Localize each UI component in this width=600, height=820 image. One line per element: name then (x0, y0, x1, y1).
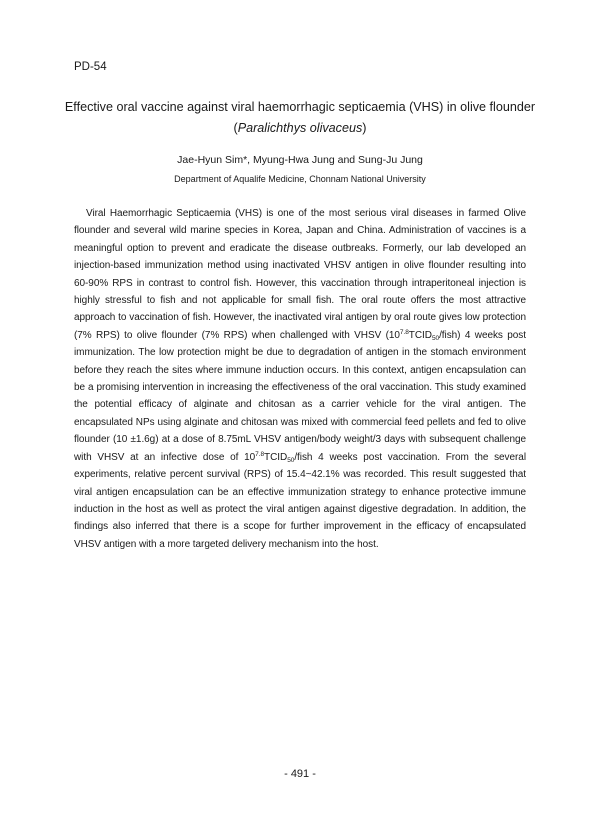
paper-code: PD-54 (74, 61, 107, 73)
abstract-sub-1: 50 (431, 334, 440, 342)
abstract-text-3: /fish) 4 weeks post immunization. The low protection might be due to degradation of antigen in the stomach environment before they reach the sites where immune induction occurs. In this context, antigen encapsulation can be a promising intervention in increasing the effectiveness of the oral vaccination. This study examined the potential efficacy of alginate and chitosan as a carrier vehicle for the viral antigen. The encapsulated NPs using alginate and chitosan was mixed with commercial feed pellets and fed to olive flounder (10 ±1.6g) at a dose of 8.75mL VHSV antigen/body weight/3 days with subsequent challenge with VHSV at an infective dose of 10 (74, 329, 526, 463)
title-main: Effective oral vaccine against viral haemorrhagic septicaemia (VHS) in olive flounder (64, 100, 536, 114)
title-species: Paralichthys olivaceus (237, 121, 363, 135)
abstract-text-1: Viral Haemorrhagic Septicaemia (VHS) is one of the most serious viral diseases in farmed Olive flounder and several wild marine species in Korea, Japan and China. Administration of vaccines is a meaningful option to prevent and eradicate the disease outbreaks. Formerly, our lab developed an injection-based immunization method using inactivated VHSV antigen in olive flounder resulting into 60-90% RPS in contrast to control fish. However, this vaccination through intraperitoneal injection is highly stressful to fish and not applicable for small fish. The oral route offers the most attractive approach to vaccination of fish. However, the inactivated viral antigen by oral route gives low protection (7% RPS) to olive flounder (7% RPS) when challenged with VHSV (10 (74, 208, 526, 341)
paper-title (60, 97, 540, 139)
page-number: - 491 - (284, 768, 316, 780)
abstract-text-4: TCID (264, 451, 288, 463)
title-close-paren: ) (362, 121, 367, 135)
title-open-paren: ( (233, 121, 238, 135)
abstract-text-2: TCID (408, 329, 432, 341)
author-list: Jae-Hyun Sim*, Myung-Hwa Jung and Sung-Ju Jung (177, 154, 423, 166)
abstract-sub-2: 50 (287, 456, 295, 464)
abstract-body (74, 205, 526, 553)
abstract-text-5: /fish 4 weeks post vaccination. From the several experiments, relative percent survival (RPS) of 15.4~42.1% was recorded. This result suggested that viral antigen encapsulation can be an effective immunization strategy to enhance protective immune induction in the host as well as protect the viral antigen against digestive degradation. In addition, the findings also inferred that there is a scope for further improvement in the efficacy of encapsulated VHSV antigen with a more targeted delivery mechanism into the host. (74, 451, 526, 550)
abstract-sup-2: 7.8 (255, 450, 265, 458)
abstract-sup-1: 7.8 (399, 328, 409, 336)
affiliation: Department of Aqualife Medicine, Chonnam National University (174, 174, 426, 184)
